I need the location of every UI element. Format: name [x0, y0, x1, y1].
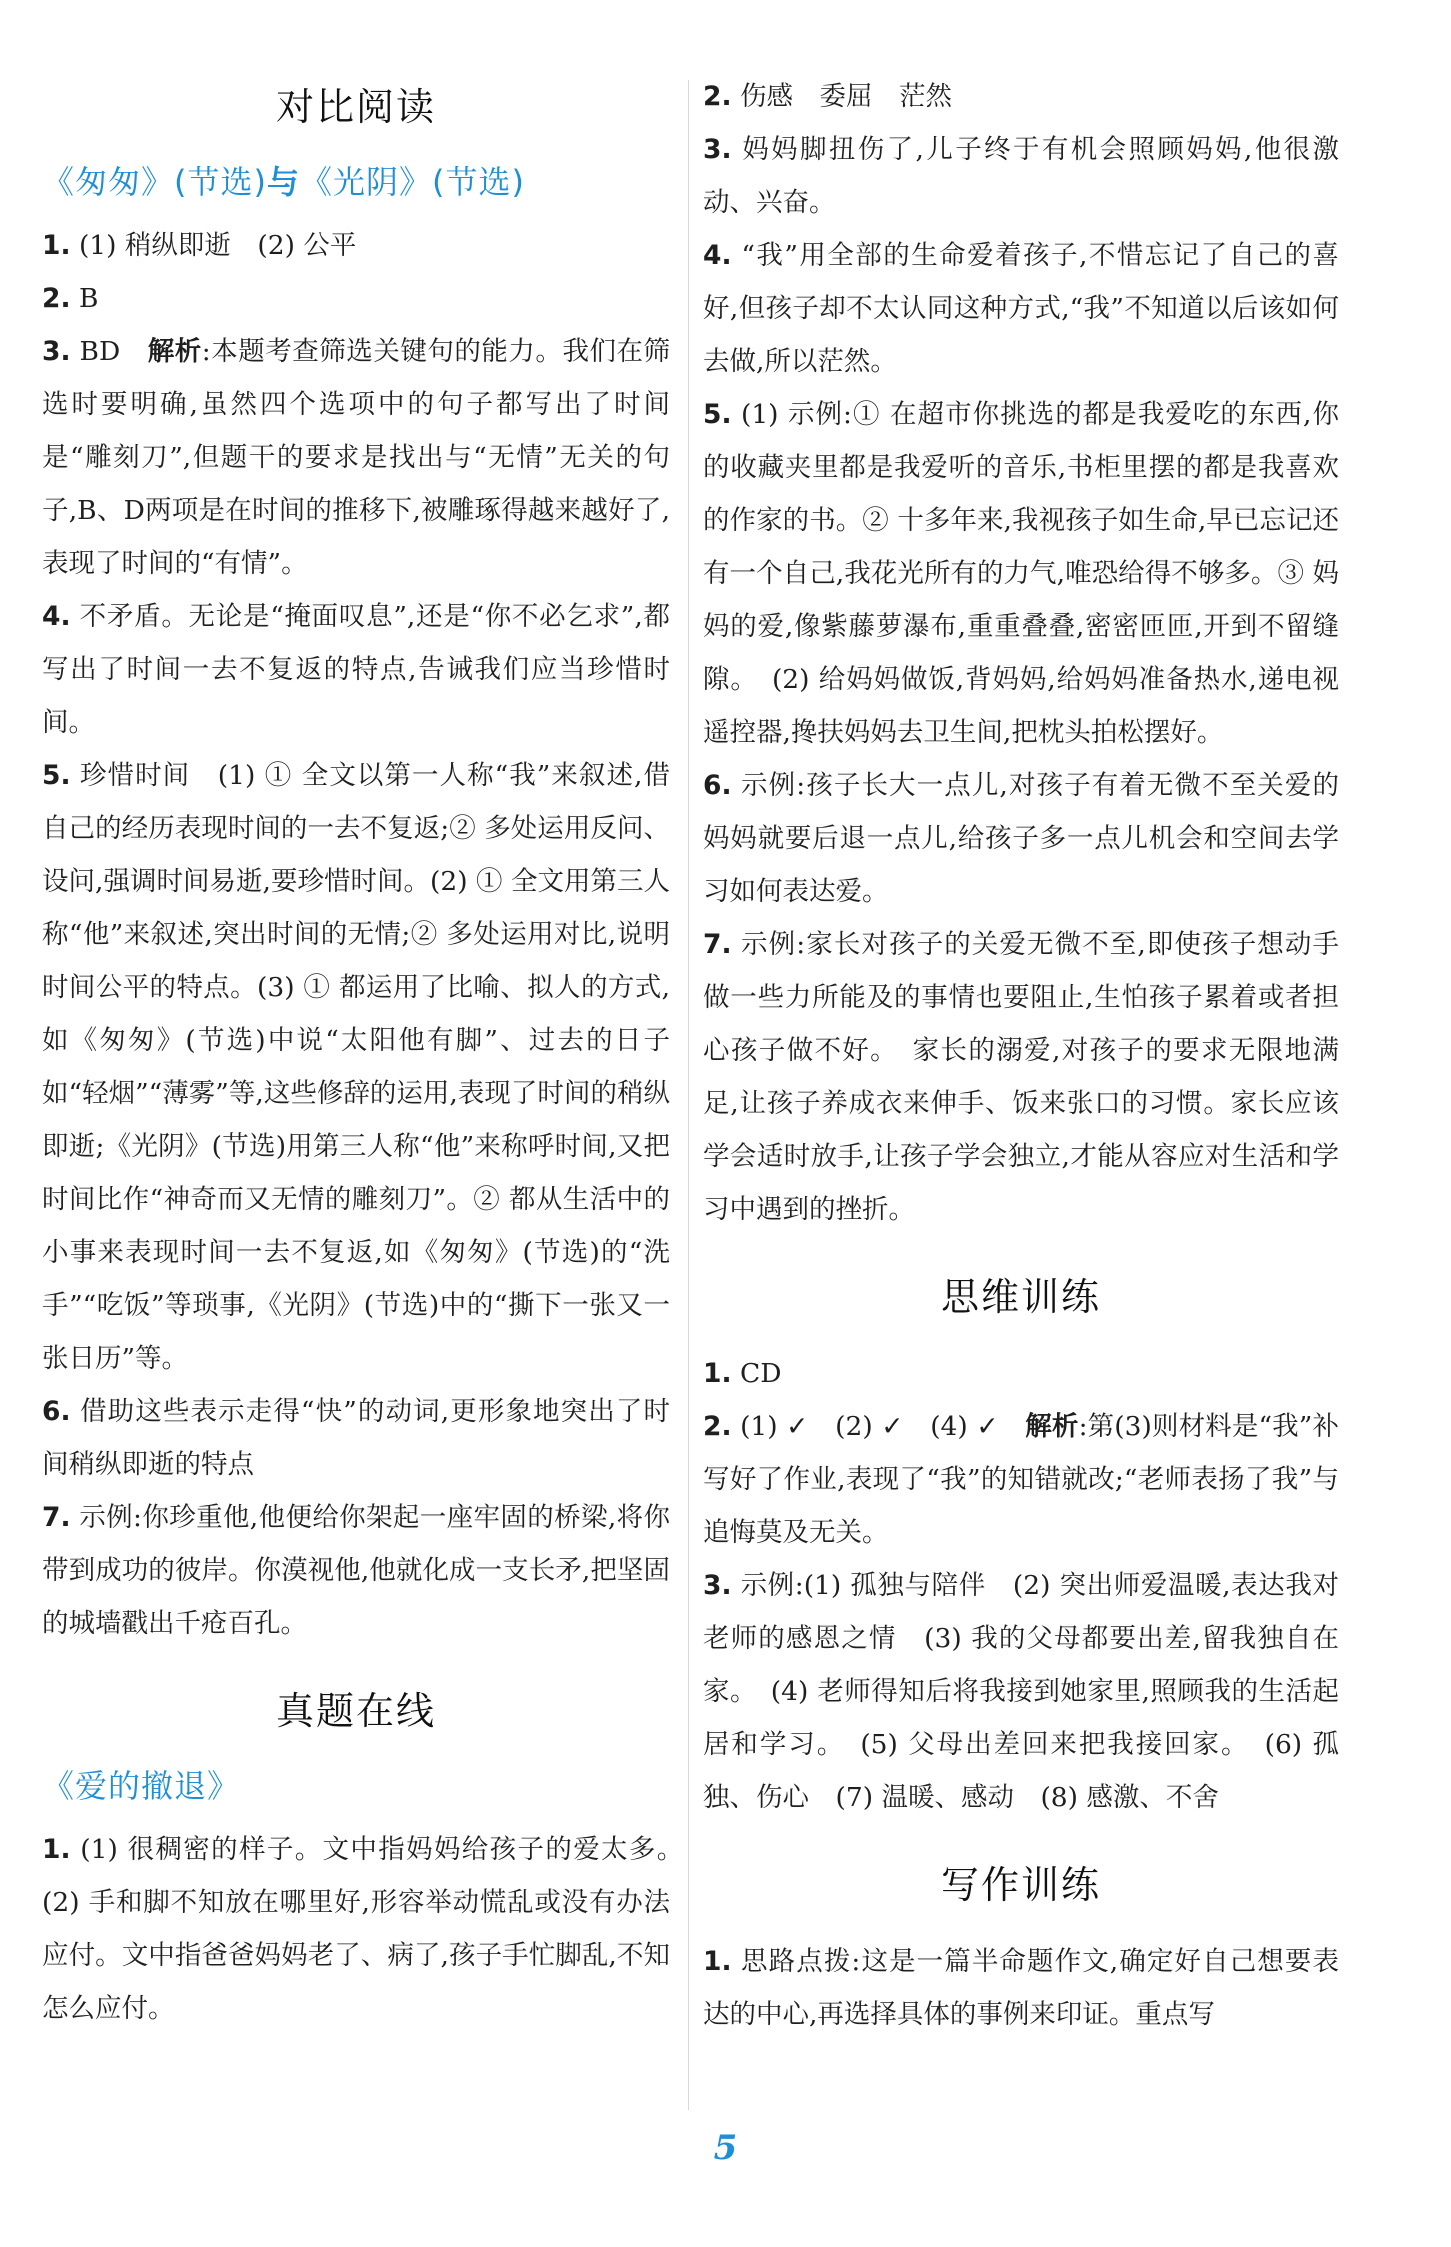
answer-text: :本题考查筛选关键句的能力。我们在筛选时要明确,虽然四个选项中的句子都写出了时间是“雕刻刀”,但题干的要求是找出与“无情”无关的句子,B、D两项是在时间的推移下,被雕琢得越来越好了,表现了时间的“有情”。 [42, 336, 670, 579]
section-title-thinking-training: 思维训练 [940, 1275, 1101, 1319]
answer-number: 2. [703, 81, 732, 112]
answer-number: 2. [42, 283, 71, 314]
answer-text: :第(3)则材料是“我”补写好了作业,表现了“我”的知错就改;“老师表扬了我”与追悔莫及无关。 [703, 1411, 1339, 1548]
answer-item [42, 219, 670, 272]
subtitle-connector: 与 [266, 163, 300, 201]
answer-item [703, 388, 1339, 759]
subtitle-part-2: 《光阴》(节选) [300, 163, 525, 201]
answer-text: 伤感 委屈 茫然 [739, 81, 952, 112]
answer-text: “我”用全部的生命爱着孩子,不惜忘记了自己的喜好,但孩子却不太认同这种方式,“我”不知道以后该如何去做,所以茫然。 [703, 240, 1339, 377]
answer-item [42, 1823, 697, 2035]
answer-list [703, 1347, 1339, 1824]
answer-lead: BD [79, 336, 148, 367]
answer-item [703, 1347, 1339, 1400]
answer-number: 4. [42, 601, 71, 632]
analysis-label: 解析 [1025, 1411, 1079, 1442]
answer-number: 2. [703, 1411, 732, 1442]
subtitle-love-retreat: 《爱的撤退》 [42, 1767, 241, 1805]
answer-number: 7. [703, 929, 732, 960]
section-title-writing-training: 写作训练 [940, 1863, 1101, 1907]
answer-item [42, 325, 670, 590]
answer-number: 3. [42, 336, 71, 367]
right-column [703, 70, 1339, 2041]
answer-item [703, 123, 1339, 229]
answer-lead: (1) ✓ (2) ✓ (4) ✓ [740, 1411, 1026, 1442]
answer-list [703, 70, 1339, 1236]
answer-text: 妈妈脚扭伤了,儿子终于有机会照顾妈妈,他很激动、兴奋。 [703, 134, 1339, 218]
answer-text: 示例:(1) 孤独与陪伴 (2) 突出师爱温暖,表达我对老师的感恩之情 (3) 我的父母都要出差,留我独自在家。 (4) 老师得知后将我接到她家里,照顾我的生活起居和学习。 (5) 父母出差回来把我接回家。 (6) 孤独、伤心 (7) 温暖、感动 (8) 感激、不舍 [703, 1570, 1339, 1813]
answer-text: 示例:你珍重他,他便给你架起一座牢固的桥梁,将你带到成功的彼岸。你漠视他,他就化成一支长矛,把坚固的城墙戳出千疮百孔。 [42, 1502, 670, 1639]
answer-number: 1. [703, 1358, 732, 1389]
section-title-exam-online: 真题在线 [275, 1689, 436, 1733]
left-column [42, 70, 697, 2035]
answer-text: 不矛盾。无论是“掩面叹息”,还是“你不必乞求”,都写出了时间一去不复返的特点,告诫我们应当珍惜时间。 [42, 601, 670, 738]
answer-item [703, 70, 1339, 123]
answer-number: 1. [42, 1834, 71, 1865]
answer-item [42, 1491, 670, 1650]
answer-number: 7. [42, 1502, 71, 1533]
answer-item [703, 918, 1339, 1236]
answer-list [703, 1935, 1339, 2041]
answer-number: 3. [703, 1570, 732, 1601]
answer-item [703, 1400, 1339, 1559]
answer-number: 3. [703, 134, 732, 165]
answer-item [703, 229, 1339, 388]
answer-text: 示例:家长对孩子的关爱无微不至,即使孩子想动手做一些力所能及的事情也要阻止,生怕孩子累着或者担心孩子做不好。 家长的溺爱,对孩子的要求无限地满足,让孩子养成衣来伸手、饭来张口的习惯。家长应该学会适时放手,让孩子学会独立,才能从容应对生活和学习中遇到的挫折。 [703, 929, 1339, 1225]
subtitle-part-1: 《匆匆》(节选) [42, 163, 267, 201]
answer-text: (1) 示例:① 在超市你挑选的都是我爱吃的东西,你的收藏夹里都是我爱听的音乐,书柜里摆的都是我喜欢的作家的书。② 十多年来,我视孩子如生命,早已忘记还有一个自己,我花光所有的力气,唯恐给得不够多。③ 妈妈的爱,像紫藤萝瀑布,重重叠叠,密密匝匝,开到不留缝隙。 (2) 给妈妈做饭,背妈妈,给妈妈准备热水,递电视遥控器,搀扶妈妈去卫生间,把枕头拍松摆好。 [703, 399, 1339, 748]
answer-number: 5. [703, 399, 732, 430]
answer-item [42, 272, 670, 325]
page-number: 5 [713, 2128, 738, 2168]
answer-item [703, 1935, 1339, 2041]
answer-list [42, 1823, 697, 2035]
column-divider [688, 80, 689, 2110]
answer-list [42, 219, 670, 1650]
answer-text: B [78, 283, 99, 314]
section-title-contrast-reading: 对比阅读 [275, 85, 436, 129]
analysis-label: 解析 [147, 336, 202, 367]
answer-text: (1) 稍纵即逝 (2) 公平 [78, 230, 357, 261]
answer-item [42, 1385, 670, 1491]
answer-text: (1) 很稠密的样子。文中指妈妈给孩子的爱太多。 (2) 手和脚不知放在哪里好,形容举动慌乱或没有办法应付。文中指爸爸妈妈老了、病了,孩子手忙脚乱,不知怎么应付。 [42, 1834, 697, 2024]
answer-text: 珍惜时间 (1) ① 全文以第一人称“我”来叙述,借自己的经历表现时间的一去不复返;② 多处运用反问、设问,强调时间易逝,要珍惜时间。(2) ① 全文用第三人称“他”来叙述,突出时间的无情;② 多处运用对比,说明时间公平的特点。(3) ① 都运用了比喻、拟人的方式,如《匆匆》(节选)中说“太阳他有脚”、过去的日子如“轻烟”“薄雾”等,这些修辞的运用,表现了时间的稍纵即逝;《光阴》(节选)用第三人称“他”来称呼时间,又把时间比作“神奇而又无情的雕刻刀”。② 都从生活中的小事来表现时间一去不复返,如《匆匆》(节选)的“洗手”“吃饭”等琐事,《光阴》(节选)中的“撕下一张又一张日历”等。 [42, 760, 670, 1374]
answer-item [703, 759, 1339, 918]
answer-number: 5. [42, 760, 71, 791]
answer-item [42, 749, 670, 1385]
answer-text: 示例:孩子长大一点儿,对孩子有着无微不至关爱的妈妈就要后退一点儿,给孩子多一点儿机会和空间去学习如何表达爱。 [703, 770, 1339, 907]
answer-number: 4. [703, 240, 732, 271]
answer-item [703, 1559, 1339, 1824]
answer-text: CD [739, 1358, 782, 1389]
answer-number: 6. [703, 770, 732, 801]
answer-number: 1. [42, 230, 71, 261]
answer-text: 借助这些表示走得“快”的动词,更形象地突出了时间稍纵即逝的特点 [42, 1396, 670, 1480]
answer-number: 6. [42, 1396, 71, 1427]
answer-number: 1. [703, 1946, 732, 1977]
answer-text: 思路点拨:这是一篇半命题作文,确定好自己想要表达的中心,再选择具体的事例来印证。重点写 [703, 1946, 1339, 2030]
answer-item [42, 590, 670, 749]
subtitle-passages [42, 157, 670, 203]
